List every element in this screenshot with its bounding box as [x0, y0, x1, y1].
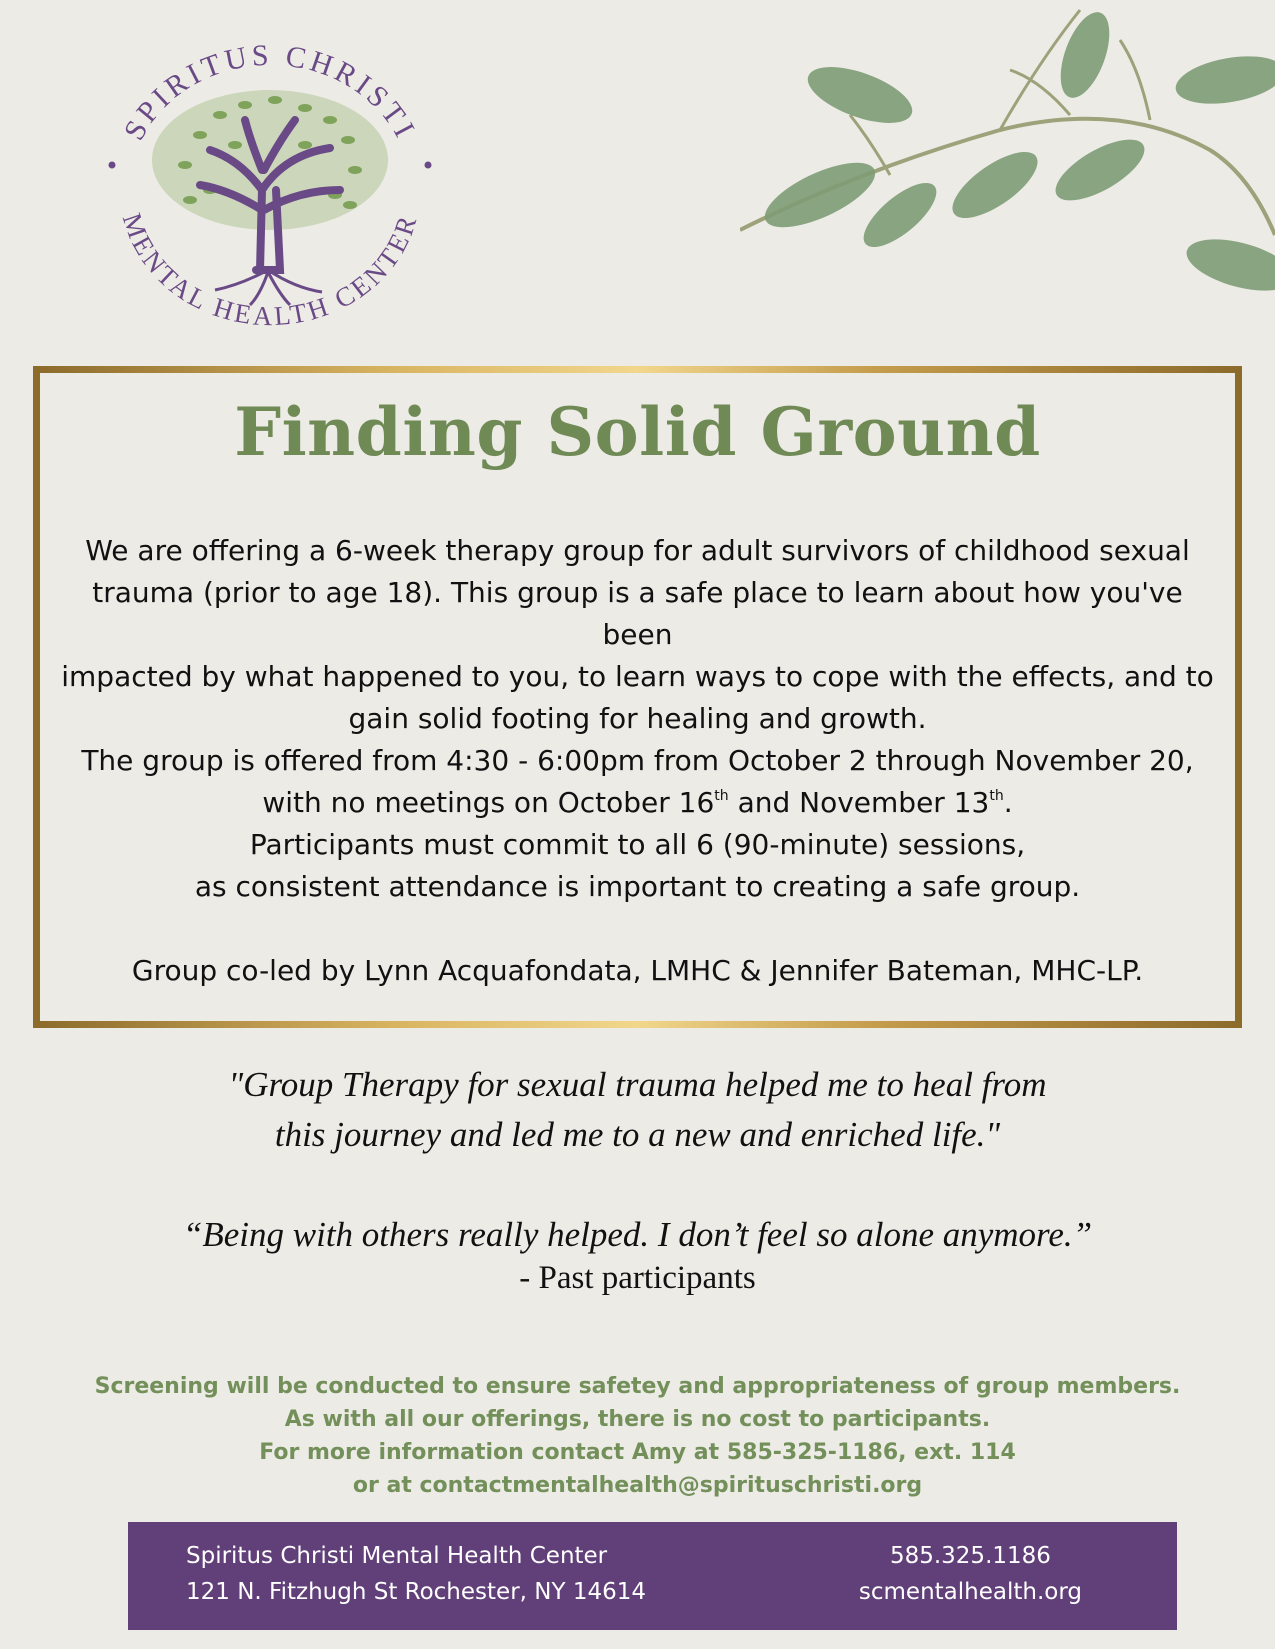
tree-icon	[152, 90, 388, 305]
logo-bottom-text: MENTAL HEALTH CENTER	[116, 209, 424, 332]
leaders-line: Group co-led by Lynn Acquafondata, LMHC & Jennifer Bateman, MHC-LP.	[131, 954, 1144, 987]
info-frame	[33, 366, 1242, 1028]
testimonial-quote-1: "Group Therapy for sexual trauma helped me to heal from this journey and led me to a new and enriched life."	[228, 1065, 1047, 1154]
footer-bar	[128, 1522, 1177, 1630]
logo	[90, 40, 450, 340]
testimonial-quote-2: “Being with others really helped. I don’t feel so alone anymore.”	[182, 1215, 1093, 1254]
schedule-paragraph: The group is offered from 4:30 - 6:00pm from October 2 through November 20, with no meetings on October 16th and November 13th. Participants must commit to all 6 (90-minute) sessions, as consistent attendance is important to creating a safe group.	[81, 744, 1194, 903]
footer-address: 121 N. Fitzhugh St Rochester, NY 14614	[186, 1579, 646, 1605]
contact-info: Screening will be conducted to ensure safetey and appropriateness of group members. As with all our offerings, there is no cost to participants. For more information contact Amy at 585-325-1186, ext. 114 or at contactmentalhealth@spirituschristi.org	[60, 1370, 1215, 1502]
footer-website[interactable]: scmentalhealth.org	[858, 1579, 1082, 1605]
footer-phone[interactable]: 585.325.1186	[889, 1543, 1051, 1569]
footer-contact-block	[859, 1538, 1082, 1610]
footer-org-name: Spiritus Christi Mental Health Center	[186, 1543, 608, 1569]
quote-attribution: - Past participants	[519, 1260, 756, 1296]
leaf-branch-icon	[740, 0, 1275, 310]
page-title: Finding Solid Ground	[234, 393, 1041, 471]
intro-paragraph: We are offering a 6-week therapy group for adult survivors of childhood sexual trauma (prior to age 18). This group is a safe place to learn about how you've been impacted by what happened to you, to learn ways to cope with the effects, and to gain solid footing for healing and growth.	[61, 534, 1214, 735]
contact-email[interactable]: or at contactmentalhealth@spirituschristi.org	[352, 1473, 923, 1498]
logo-arc-text: SPIRITUS CHRISTI	[117, 40, 423, 146]
footer-address-block	[186, 1538, 646, 1610]
